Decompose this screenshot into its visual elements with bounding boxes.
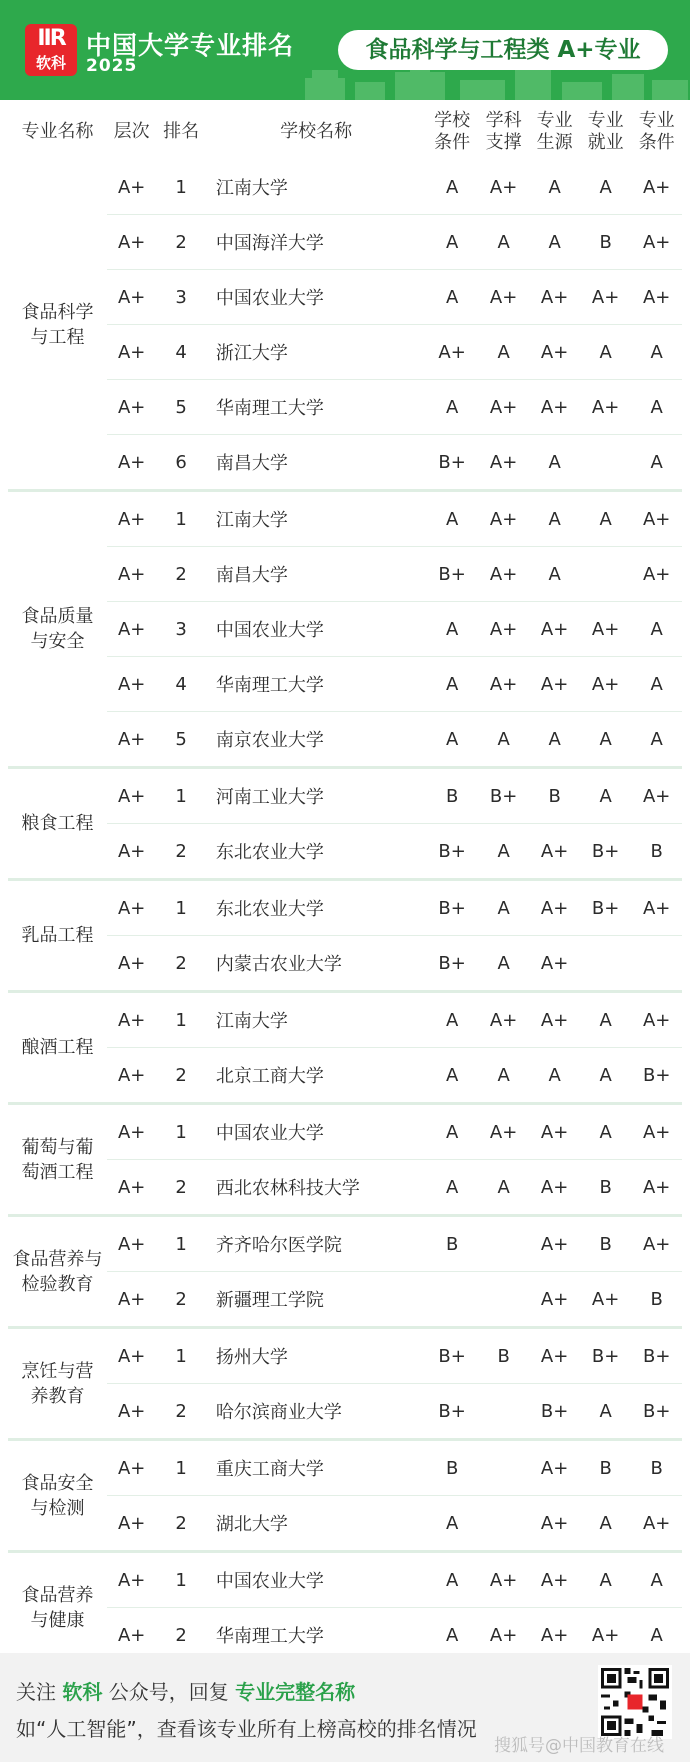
- school-cell: 华南理工大学: [206, 380, 427, 435]
- school-condition-cell: B: [426, 1440, 478, 1496]
- table-row: [8, 1104, 682, 1160]
- header-banner: [0, 0, 690, 100]
- student-source-cell: A+: [529, 1496, 579, 1552]
- rank-cell: 1: [156, 768, 205, 824]
- discipline-support-cell: A: [478, 215, 530, 270]
- employment-cell: A+: [580, 380, 632, 435]
- school-condition-cell: B: [426, 768, 478, 824]
- school-cell: 河南工业大学: [206, 768, 427, 824]
- employment-cell: A: [580, 768, 632, 824]
- major-condition-cell: A+: [631, 160, 682, 215]
- major-condition-cell: A+: [631, 768, 682, 824]
- major-cell: 食品科学 与工程: [8, 160, 107, 491]
- school-condition-cell: A: [426, 712, 478, 768]
- table-row: [8, 992, 682, 1048]
- discipline-support-cell: B: [478, 1328, 530, 1384]
- level-cell: A+: [107, 824, 156, 880]
- rank-cell: 5: [156, 712, 205, 768]
- footer-line-2: 如“人工智能”，查看该专业所有上榜高校的排名情况: [16, 1717, 477, 1741]
- table-row: [8, 215, 682, 270]
- footer-note: [0, 1653, 690, 1762]
- discipline-support-cell: A: [478, 712, 530, 768]
- student-source-cell: A+: [529, 1440, 579, 1496]
- table-row: [8, 547, 682, 602]
- col-header-employment: 专业 就业: [587, 110, 624, 153]
- rank-cell: 1: [156, 1216, 205, 1272]
- col-header-level: 层次: [113, 121, 150, 142]
- school-cell: 齐齐哈尔医学院: [206, 1216, 427, 1272]
- ranking-table-body: [8, 160, 682, 1664]
- level-cell: A+: [107, 1384, 156, 1440]
- major-condition-cell: A+: [631, 270, 682, 325]
- employment-cell: [580, 936, 632, 992]
- student-source-cell: A+: [529, 992, 579, 1048]
- rank-cell: 1: [156, 160, 205, 215]
- employment-cell: A: [580, 491, 632, 547]
- major-cell: 食品安全 与检测: [8, 1440, 107, 1552]
- discipline-support-cell: A+: [478, 1552, 530, 1608]
- employment-cell: B+: [580, 1328, 632, 1384]
- employment-cell: [580, 547, 632, 602]
- school-condition-cell: A: [426, 270, 478, 325]
- school-cell: 南昌大学: [206, 435, 427, 491]
- level-cell: A+: [107, 712, 156, 768]
- rank-cell: 2: [156, 547, 205, 602]
- level-cell: A+: [107, 491, 156, 547]
- student-source-cell: A: [529, 215, 579, 270]
- major-condition-cell: A+: [631, 1496, 682, 1552]
- major-condition-cell: A: [631, 712, 682, 768]
- level-cell: A+: [107, 435, 156, 491]
- logo-mark-icon: IIR: [37, 26, 65, 51]
- school-cell: 江南大学: [206, 992, 427, 1048]
- school-cell: 北京工商大学: [206, 1048, 427, 1104]
- table-row: [8, 1328, 682, 1384]
- rank-cell: 2: [156, 1384, 205, 1440]
- rank-cell: 1: [156, 1440, 205, 1496]
- school-cell: 江南大学: [206, 160, 427, 215]
- school-condition-cell: A: [426, 1048, 478, 1104]
- employment-cell: A+: [580, 1608, 632, 1664]
- school-condition-cell: B+: [426, 880, 478, 936]
- rank-cell: 4: [156, 325, 205, 380]
- col-header-major: 专业名称: [21, 121, 94, 142]
- student-source-cell: A+: [529, 602, 579, 657]
- table-row: [8, 1440, 682, 1496]
- ranking-table: [8, 104, 682, 1665]
- student-source-cell: A+: [529, 880, 579, 936]
- discipline-support-cell: A+: [478, 1608, 530, 1664]
- discipline-support-cell: A: [478, 1160, 530, 1216]
- school-cell: 内蒙古农业大学: [206, 936, 427, 992]
- level-cell: A+: [107, 992, 156, 1048]
- school-condition-cell: A: [426, 1608, 478, 1664]
- school-cell: 华南理工大学: [206, 657, 427, 712]
- col-header-school: 学校名称: [280, 121, 353, 142]
- level-cell: A+: [107, 270, 156, 325]
- table-row: [8, 1216, 682, 1272]
- table-row: [8, 712, 682, 768]
- employment-cell: A+: [580, 270, 632, 325]
- level-cell: A+: [107, 215, 156, 270]
- table-row: [8, 1384, 682, 1440]
- level-cell: A+: [107, 380, 156, 435]
- level-cell: A+: [107, 1272, 156, 1328]
- major-condition-cell: A: [631, 435, 682, 491]
- employment-cell: A: [580, 1496, 632, 1552]
- major-condition-cell: B: [631, 1440, 682, 1496]
- school-cell: 中国农业大学: [206, 602, 427, 657]
- watermark: 搜狐号@中国教育在线: [494, 1736, 664, 1756]
- school-cell: 哈尔滨商业大学: [206, 1384, 427, 1440]
- level-cell: A+: [107, 547, 156, 602]
- table-row: [8, 1160, 682, 1216]
- rank-cell: 1: [156, 880, 205, 936]
- major-condition-cell: A+: [631, 1160, 682, 1216]
- table-row: [8, 768, 682, 824]
- rank-cell: 1: [156, 992, 205, 1048]
- major-cell: 粮食工程: [8, 768, 107, 880]
- level-cell: A+: [107, 880, 156, 936]
- major-condition-cell: A: [631, 1608, 682, 1664]
- logo-brand-text: 软科: [35, 54, 66, 72]
- major-condition-cell: B+: [631, 1384, 682, 1440]
- employment-cell: B+: [580, 880, 632, 936]
- major-cell: 葡萄与葡 萄酒工程: [8, 1104, 107, 1216]
- student-source-cell: A+: [529, 936, 579, 992]
- ranking-year: 2025: [86, 56, 138, 76]
- footer-brand: 软科: [62, 1680, 103, 1704]
- school-cell: 新疆理工学院: [206, 1272, 427, 1328]
- major-condition-cell: B+: [631, 1328, 682, 1384]
- table-row: [8, 824, 682, 880]
- table-row: [8, 380, 682, 435]
- table-row: [8, 1552, 682, 1608]
- rank-cell: 1: [156, 1104, 205, 1160]
- col-header-rank: 排名: [163, 121, 200, 142]
- student-source-cell: A+: [529, 270, 579, 325]
- level-cell: A+: [107, 160, 156, 215]
- rank-cell: 6: [156, 435, 205, 491]
- school-cell: 重庆工商大学: [206, 1440, 427, 1496]
- school-cell: 中国农业大学: [206, 1104, 427, 1160]
- discipline-support-cell: [478, 1496, 530, 1552]
- level-cell: A+: [107, 936, 156, 992]
- rank-cell: 4: [156, 657, 205, 712]
- student-source-cell: A+: [529, 325, 579, 380]
- student-source-cell: A: [529, 491, 579, 547]
- table-row: [8, 880, 682, 936]
- student-source-cell: A: [529, 712, 579, 768]
- school-cell: 南京农业大学: [206, 712, 427, 768]
- school-cell: 扬州大学: [206, 1328, 427, 1384]
- school-condition-cell: A: [426, 602, 478, 657]
- major-condition-cell: A+: [631, 491, 682, 547]
- level-cell: A+: [107, 1608, 156, 1664]
- rank-cell: 2: [156, 936, 205, 992]
- school-cell: 东北农业大学: [206, 880, 427, 936]
- level-cell: A+: [107, 325, 156, 380]
- major-cell: 食品质量 与安全: [8, 491, 107, 768]
- discipline-support-cell: A+: [478, 602, 530, 657]
- major-condition-cell: A+: [631, 880, 682, 936]
- student-source-cell: A+: [529, 1608, 579, 1664]
- school-condition-cell: A: [426, 1552, 478, 1608]
- major-condition-cell: A+: [631, 1104, 682, 1160]
- level-cell: A+: [107, 1216, 156, 1272]
- discipline-support-cell: A: [478, 325, 530, 380]
- level-cell: A+: [107, 1440, 156, 1496]
- col-header-major-condition: 专业 条件: [638, 110, 675, 153]
- level-cell: A+: [107, 1048, 156, 1104]
- school-condition-cell: A: [426, 657, 478, 712]
- employment-cell: B: [580, 1216, 632, 1272]
- ranking-logo: [25, 24, 77, 76]
- level-cell: A+: [107, 1160, 156, 1216]
- student-source-cell: A+: [529, 657, 579, 712]
- discipline-support-cell: A+: [478, 1104, 530, 1160]
- school-condition-cell: A: [426, 1496, 478, 1552]
- employment-cell: A: [580, 712, 632, 768]
- school-cell: 西北农林科技大学: [206, 1160, 427, 1216]
- footer-keyword: 专业完整名称: [235, 1680, 356, 1704]
- discipline-support-cell: A+: [478, 491, 530, 547]
- discipline-support-cell: [478, 1384, 530, 1440]
- student-source-cell: A+: [529, 1552, 579, 1608]
- discipline-support-cell: A+: [478, 380, 530, 435]
- employment-cell: A: [580, 1048, 632, 1104]
- major-condition-cell: A: [631, 380, 682, 435]
- student-source-cell: B+: [529, 1384, 579, 1440]
- employment-cell: B: [580, 215, 632, 270]
- student-source-cell: A+: [529, 824, 579, 880]
- major-condition-cell: A+: [631, 547, 682, 602]
- rank-cell: 3: [156, 270, 205, 325]
- student-source-cell: A+: [529, 1104, 579, 1160]
- employment-cell: [580, 435, 632, 491]
- major-condition-cell: [631, 936, 682, 992]
- table-row: [8, 270, 682, 325]
- discipline-support-cell: A+: [478, 270, 530, 325]
- level-cell: A+: [107, 1328, 156, 1384]
- school-cell: 华南理工大学: [206, 1608, 427, 1664]
- employment-cell: A: [580, 1552, 632, 1608]
- col-header-school-condition: 学校 条件: [434, 110, 471, 153]
- major-cell: 食品营养 与健康: [8, 1552, 107, 1664]
- school-cell: 中国农业大学: [206, 270, 427, 325]
- employment-cell: A+: [580, 657, 632, 712]
- school-condition-cell: B+: [426, 547, 478, 602]
- student-source-cell: A: [529, 435, 579, 491]
- student-source-cell: A: [529, 160, 579, 215]
- school-condition-cell: B: [426, 1216, 478, 1272]
- major-condition-cell: A: [631, 602, 682, 657]
- school-condition-cell: B+: [426, 824, 478, 880]
- rank-cell: 1: [156, 1552, 205, 1608]
- major-cell: 酿酒工程: [8, 992, 107, 1104]
- table-row: [8, 936, 682, 992]
- school-condition-cell: B+: [426, 1328, 478, 1384]
- major-cell: 烹饪与营 养教育: [8, 1328, 107, 1440]
- discipline-support-cell: [478, 1216, 530, 1272]
- major-condition-cell: B+: [631, 1048, 682, 1104]
- level-cell: A+: [107, 1552, 156, 1608]
- table-row: [8, 657, 682, 712]
- major-cell: 乳品工程: [8, 880, 107, 992]
- employment-cell: A+: [580, 1272, 632, 1328]
- school-condition-cell: [426, 1272, 478, 1328]
- major-condition-cell: A+: [631, 1216, 682, 1272]
- rank-cell: 2: [156, 1272, 205, 1328]
- table-row: [8, 602, 682, 657]
- employment-cell: B+: [580, 824, 632, 880]
- rank-cell: 2: [156, 1496, 205, 1552]
- major-cell: 食品营养与 检验教育: [8, 1216, 107, 1328]
- table-header-row: [8, 104, 682, 160]
- school-condition-cell: A: [426, 1104, 478, 1160]
- school-cell: 东北农业大学: [206, 824, 427, 880]
- table-row: [8, 1496, 682, 1552]
- rank-cell: 2: [156, 824, 205, 880]
- school-condition-cell: B+: [426, 1384, 478, 1440]
- student-source-cell: A: [529, 1048, 579, 1104]
- school-cell: 中国海洋大学: [206, 215, 427, 270]
- footer-line-1: 关注 软科 公众号，回复 专业完整名称: [16, 1680, 356, 1704]
- school-cell: 湖北大学: [206, 1496, 427, 1552]
- level-cell: A+: [107, 657, 156, 712]
- discipline-support-cell: A+: [478, 657, 530, 712]
- school-condition-cell: A: [426, 491, 478, 547]
- level-cell: A+: [107, 1496, 156, 1552]
- major-condition-cell: A+: [631, 215, 682, 270]
- school-condition-cell: A: [426, 1160, 478, 1216]
- school-cell: 南昌大学: [206, 547, 427, 602]
- discipline-support-cell: A: [478, 936, 530, 992]
- level-cell: A+: [107, 768, 156, 824]
- employment-cell: B: [580, 1440, 632, 1496]
- discipline-support-cell: [478, 1272, 530, 1328]
- student-source-cell: A+: [529, 1272, 579, 1328]
- table-row: [8, 1272, 682, 1328]
- table-row: [8, 1048, 682, 1104]
- qr-code-icon: [598, 1665, 672, 1739]
- major-condition-cell: B: [631, 1272, 682, 1328]
- rank-cell: 2: [156, 1048, 205, 1104]
- discipline-support-cell: A: [478, 1048, 530, 1104]
- level-cell: A+: [107, 1104, 156, 1160]
- school-condition-cell: B+: [426, 936, 478, 992]
- discipline-support-cell: A+: [478, 992, 530, 1048]
- school-condition-cell: A: [426, 380, 478, 435]
- employment-cell: A: [580, 160, 632, 215]
- category-pill: 食品科学与工程类 A+专业: [338, 30, 668, 70]
- rank-cell: 2: [156, 1608, 205, 1664]
- major-condition-cell: A: [631, 325, 682, 380]
- school-condition-cell: A: [426, 160, 478, 215]
- discipline-support-cell: A+: [478, 160, 530, 215]
- employment-cell: A: [580, 992, 632, 1048]
- employment-cell: A: [580, 1384, 632, 1440]
- discipline-support-cell: A: [478, 824, 530, 880]
- employment-cell: A: [580, 1104, 632, 1160]
- discipline-support-cell: A+: [478, 547, 530, 602]
- level-cell: A+: [107, 602, 156, 657]
- school-cell: 江南大学: [206, 491, 427, 547]
- discipline-support-cell: A: [478, 880, 530, 936]
- student-source-cell: A+: [529, 1216, 579, 1272]
- student-source-cell: A+: [529, 1160, 579, 1216]
- discipline-support-cell: [478, 1440, 530, 1496]
- table-row: [8, 491, 682, 547]
- major-condition-cell: A: [631, 1552, 682, 1608]
- student-source-cell: B: [529, 768, 579, 824]
- student-source-cell: A+: [529, 1328, 579, 1384]
- table-row: [8, 325, 682, 380]
- rank-cell: 1: [156, 491, 205, 547]
- rank-cell: 1: [156, 1328, 205, 1384]
- major-condition-cell: B: [631, 824, 682, 880]
- rank-cell: 5: [156, 380, 205, 435]
- school-cell: 浙江大学: [206, 325, 427, 380]
- table-row: [8, 435, 682, 491]
- school-condition-cell: B+: [426, 435, 478, 491]
- school-condition-cell: A+: [426, 325, 478, 380]
- employment-cell: B: [580, 1160, 632, 1216]
- col-header-discipline-support: 学科 支撑: [485, 110, 522, 153]
- school-condition-cell: A: [426, 215, 478, 270]
- table-row: [8, 160, 682, 215]
- employment-cell: A: [580, 325, 632, 380]
- school-condition-cell: A: [426, 992, 478, 1048]
- student-source-cell: A: [529, 547, 579, 602]
- rank-cell: 2: [156, 215, 205, 270]
- major-condition-cell: A+: [631, 992, 682, 1048]
- major-condition-cell: A: [631, 657, 682, 712]
- employment-cell: A+: [580, 602, 632, 657]
- student-source-cell: A+: [529, 380, 579, 435]
- page-title: 中国大学专业排名: [86, 31, 295, 60]
- rank-cell: 3: [156, 602, 205, 657]
- school-cell: 中国农业大学: [206, 1552, 427, 1608]
- rank-cell: 2: [156, 1160, 205, 1216]
- col-header-student-source: 专业 生源: [536, 110, 573, 153]
- discipline-support-cell: B+: [478, 768, 530, 824]
- discipline-support-cell: A+: [478, 435, 530, 491]
